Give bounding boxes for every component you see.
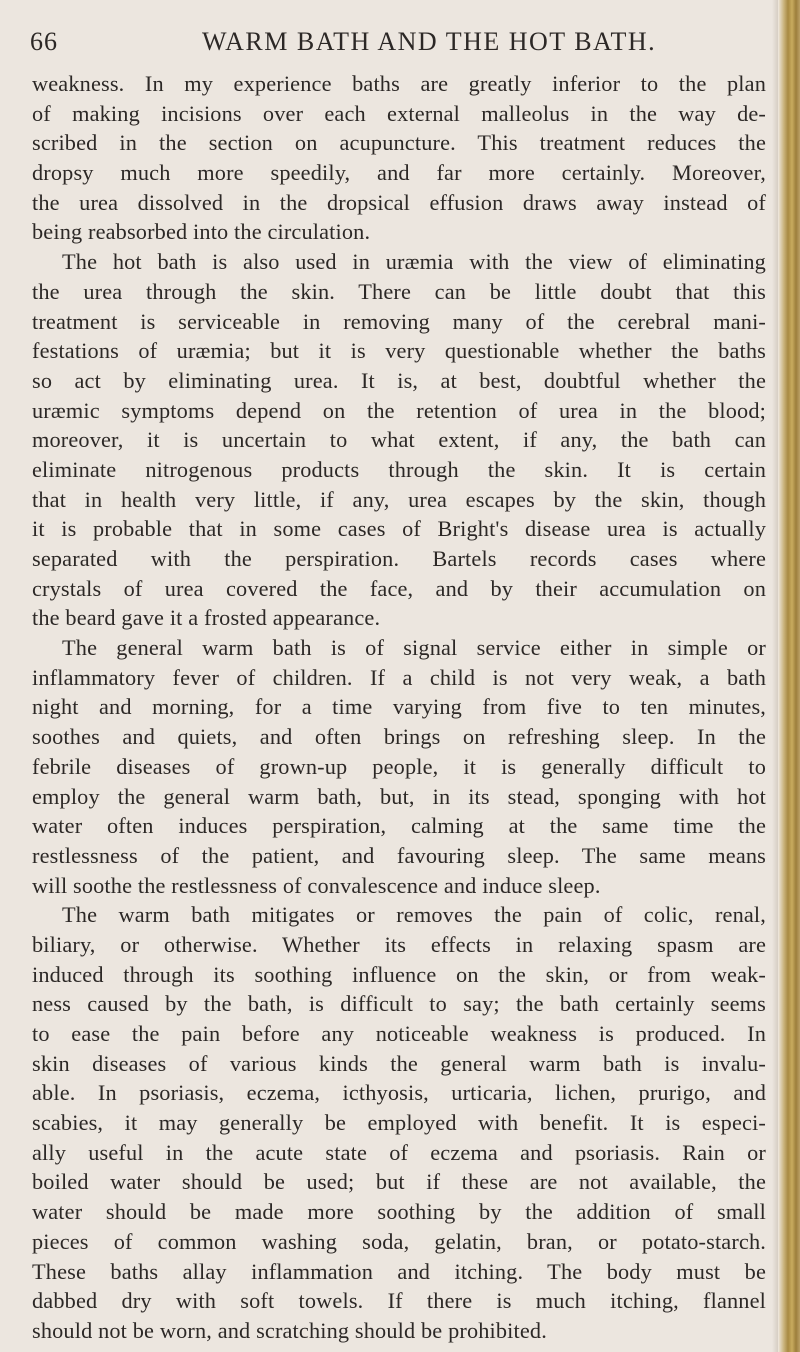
paragraph-first-line: The general warm bath is of signal service either in simple or xyxy=(62,635,766,661)
text-line: ness caused by the bath, is difficult to say; the bath certainly seems xyxy=(32,991,766,1017)
text-line: to ease the pain before any noticeable weakness is produced. In xyxy=(32,1021,766,1046)
text-line: These baths allay inflammation and itching. The body must be xyxy=(32,1258,766,1284)
text-line: inflammatory fever of children. If a child is not very weak, a bath xyxy=(32,664,766,690)
text-line: separated with the perspiration. Bartels records cases where xyxy=(32,546,766,571)
text-line: dabbed dry with soft towels. If there is much itching, flannel xyxy=(32,1288,766,1314)
text-line: the beard gave it a frosted appearance. xyxy=(32,605,381,631)
text-line: crystals of urea covered the face, and by their accumulation on xyxy=(32,575,766,601)
running-title: WARM BATH AND THE HOT BATH. xyxy=(202,27,657,56)
text-line: it is probable that in some cases of Bright's disease urea is actually xyxy=(32,516,766,542)
page-number: 66 xyxy=(30,27,58,56)
text-line: scabies, it may generally be employed with benefit. It is especi- xyxy=(32,1110,766,1136)
text-line: ally useful in the acute state of eczema and psoriasis. Rain or xyxy=(32,1139,766,1165)
body-text xyxy=(32,69,766,1346)
text-line: induced through its soothing influence on the skin, or from weak- xyxy=(32,961,766,987)
text-line: soothes and quiets, and often brings on refreshing sleep. In the xyxy=(32,724,766,750)
text-line: eliminate nitrogenous products through the skin. It is certain xyxy=(32,456,766,482)
running-head xyxy=(30,22,770,62)
paragraph-first-line: The warm bath mitigates or removes the pain of colic, renal, xyxy=(62,902,766,928)
text-line: scribed in the section on acupuncture. This treatment reduces the xyxy=(32,130,766,156)
text-line: so act by eliminating urea. It is, at best, doubtful whether the xyxy=(32,367,766,393)
text-line: will soothe the restlessness of convalescence and induce sleep. xyxy=(32,872,601,898)
text-line: being reabsorbed into the circulation. xyxy=(32,219,371,245)
text-line: moreover, it is uncertain to what extent, if any, the bath can xyxy=(32,427,766,453)
paragraph-first-line: The hot bath is also used in uræmia with the view of eliminating xyxy=(62,249,766,275)
text-line: febrile diseases of grown-up people, it is generally difficult to xyxy=(32,753,766,779)
text-line: uræmic symptoms depend on the retention of urea in the blood; xyxy=(32,397,766,423)
text-line: restlessness of the patient, and favouring sleep. The same means xyxy=(32,842,766,868)
text-line: treatment is serviceable in removing many of the cerebral mani- xyxy=(32,308,766,334)
text-line: the urea through the skin. There can be little doubt that this xyxy=(32,278,766,304)
text-line: boiled water should be used; but if these are not available, the xyxy=(32,1169,766,1195)
text-line: night and morning, for a time varying from five to ten minutes, xyxy=(32,694,766,720)
text-line: of making incisions over each external malleolus in the way de- xyxy=(32,100,766,126)
text-line: dropsy much more speedily, and far more certainly. Moreover, xyxy=(32,160,766,186)
text-line: festations of uræmia; but it is very questionable whether the baths xyxy=(32,338,766,364)
text-line: skin diseases of various kinds the general warm bath is invalu- xyxy=(32,1050,766,1076)
text-line: the urea dissolved in the dropsical effusion draws away instead of xyxy=(32,189,766,215)
text-line: that in health very little, if any, urea escapes by the skin, though xyxy=(32,486,766,512)
text-line: biliary, or otherwise. Whether its effects in relaxing spasm are xyxy=(32,931,766,957)
text-line: pieces of common washing soda, gelatin, bran, or potato-starch. xyxy=(32,1228,766,1254)
text-line: employ the general warm bath, but, in its stead, sponging with hot xyxy=(32,783,766,809)
text-line: weakness. In my experience baths are greatly inferior to the plan xyxy=(32,71,766,96)
book-binding-edge xyxy=(778,0,800,1352)
text-line: water often induces perspiration, calming at the same time the xyxy=(32,813,766,839)
text-line: should not be worn, and scratching should be prohibited. xyxy=(32,1317,547,1343)
text-line: able. In psoriasis, eczema, icthyosis, urticaria, lichen, prurigo, and xyxy=(32,1080,766,1106)
text-line: water should be made more soothing by the addition of small xyxy=(32,1199,766,1225)
